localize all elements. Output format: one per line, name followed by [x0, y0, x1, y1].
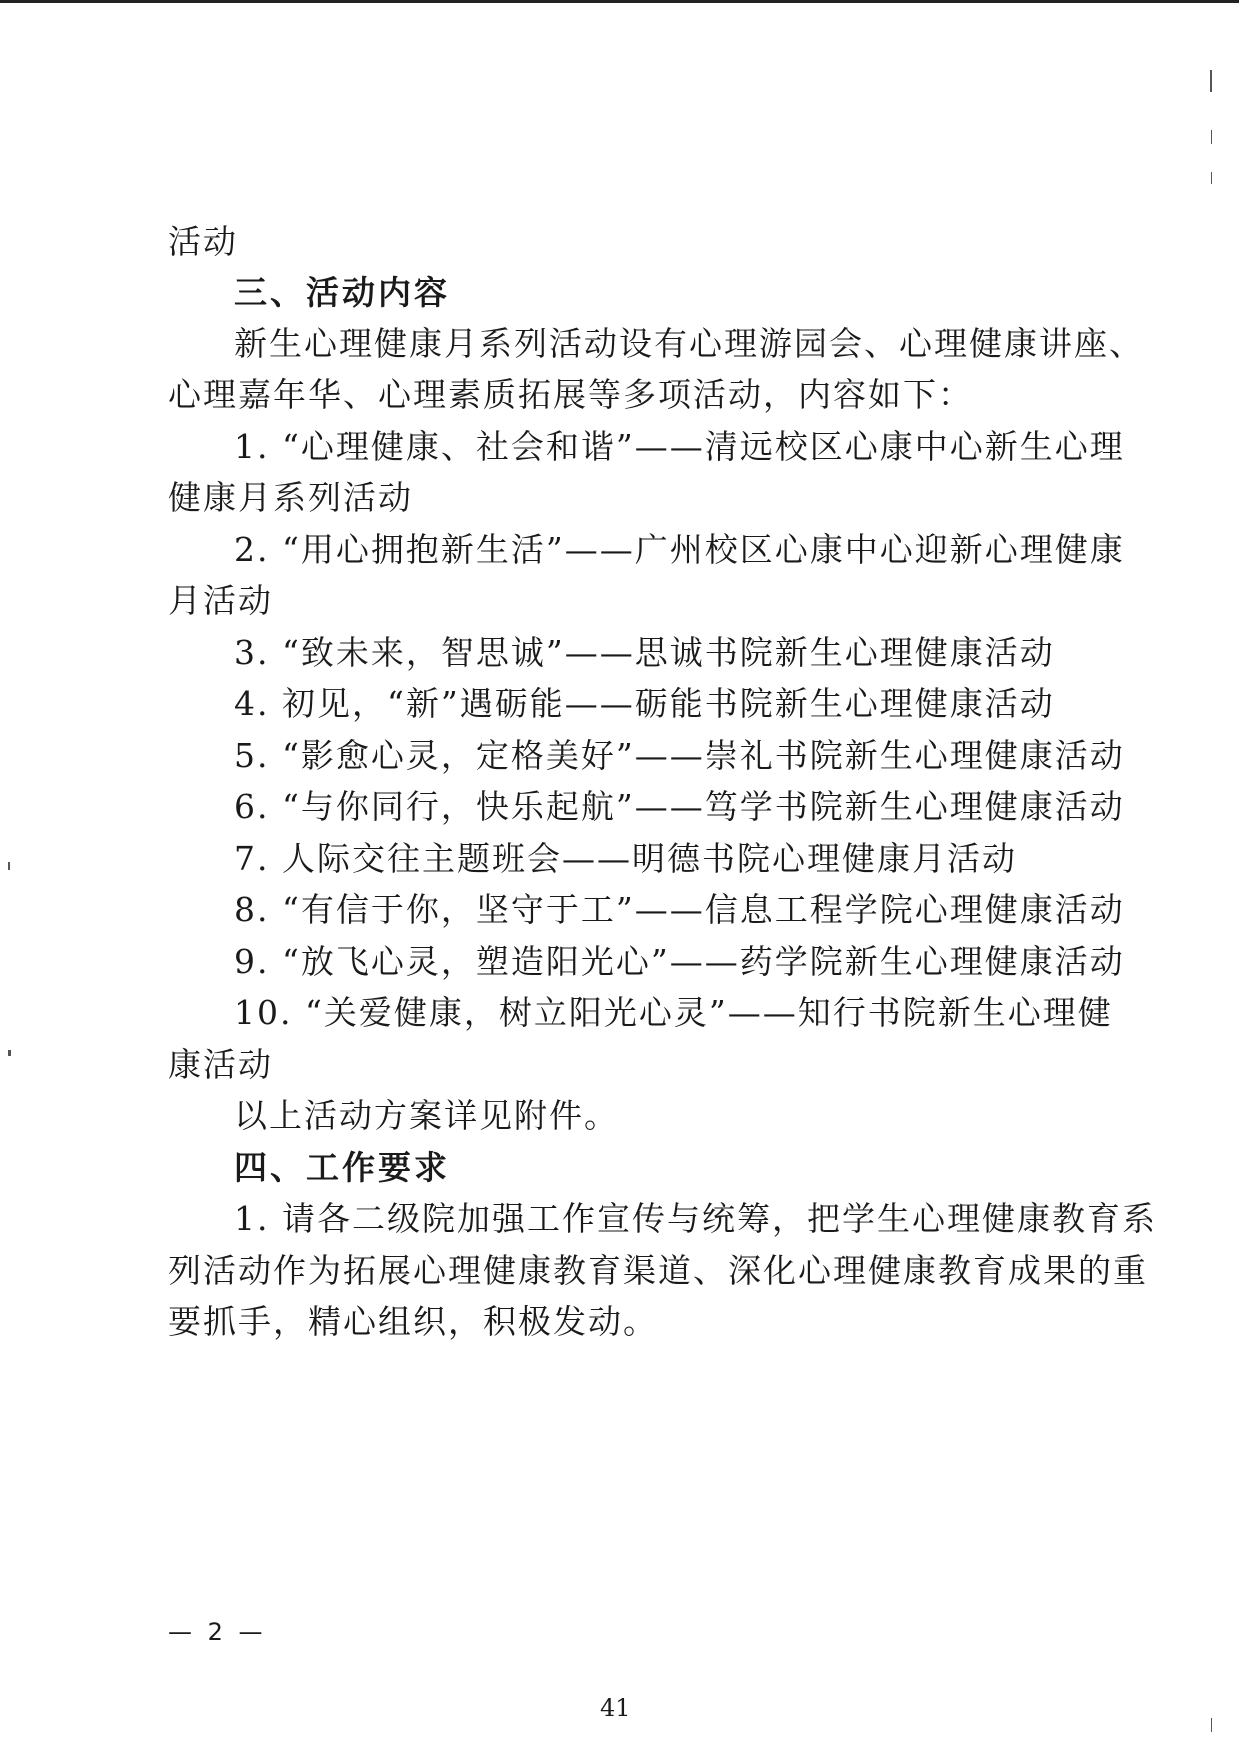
scan-edge-mark [8, 862, 10, 870]
requirement-1-continuation: 列活动作为拓展心理健康教育渠道、深化心理健康教育成果的重 [168, 1251, 1148, 1290]
list-item-2-line: 2. “用心拥抱新生活”——广州校区心康中心迎新心理健康 [234, 530, 1125, 569]
list-item-5: 5. “影愈心灵，定格美好”——崇礼书院新生心理健康活动 [234, 736, 1125, 775]
list-item-7: 7. 人际交往主题班会——明德书院心理健康月活动 [234, 839, 1017, 878]
top-border-line [0, 0, 1239, 3]
list-item-1-continuation: 健康月系列活动 [168, 478, 413, 517]
list-item-10-line: 10. “关爱健康，树立阳光心灵”——知行书院新生心理健 [234, 993, 1113, 1032]
list-item-10-continuation: 康活动 [168, 1045, 273, 1084]
continued-text-line: 活动 [168, 222, 238, 261]
paragraph-line: 新生心理健康月系列活动设有心理游园会、心理健康讲座、 [234, 324, 1144, 363]
scan-edge-mark [1211, 172, 1212, 184]
list-item-9: 9. “放飞心灵，塑造阳光心”——药学院新生心理健康活动 [234, 942, 1125, 981]
requirement-1-end: 要抓手，精心组织，积极发动。 [168, 1302, 658, 1341]
scan-edge-mark [1211, 130, 1212, 144]
page-number: 41 [600, 1694, 631, 1722]
scan-edge-mark [8, 1050, 11, 1056]
list-item-6: 6. “与你同行，快乐起航”——笃学书院新生心理健康活动 [234, 787, 1125, 826]
attachment-note: 以上活动方案详见附件。 [234, 1096, 619, 1135]
paragraph-line: 心理嘉年华、心理素质拓展等多项活动，内容如下： [168, 375, 973, 414]
requirement-1-line: 1. 请各二级院加强工作宣传与统筹，把学生心理健康教育系 [234, 1199, 1157, 1238]
scan-edge-mark [1210, 70, 1212, 92]
section-heading-work-requirements: 四、工作要求 [234, 1148, 450, 1187]
scan-edge-mark [1211, 1718, 1212, 1732]
list-item-4: 4. 初见，“新”遇砺能——砺能书院新生心理健康活动 [234, 684, 1055, 723]
list-item-2-continuation: 月活动 [168, 581, 273, 620]
list-item-3: 3. “致未来，智思诚”——思诚书院新生心理健康活动 [234, 633, 1055, 672]
list-item-1-line: 1. “心理健康、社会和谐”——清远校区心康中心新生心理 [234, 427, 1125, 466]
section-heading-activity-content: 三、活动内容 [234, 273, 450, 312]
list-item-8: 8. “有信于你，坚守于工”——信息工程学院心理健康活动 [234, 890, 1125, 929]
folio-page-marker: — 2 — [168, 1618, 267, 1646]
